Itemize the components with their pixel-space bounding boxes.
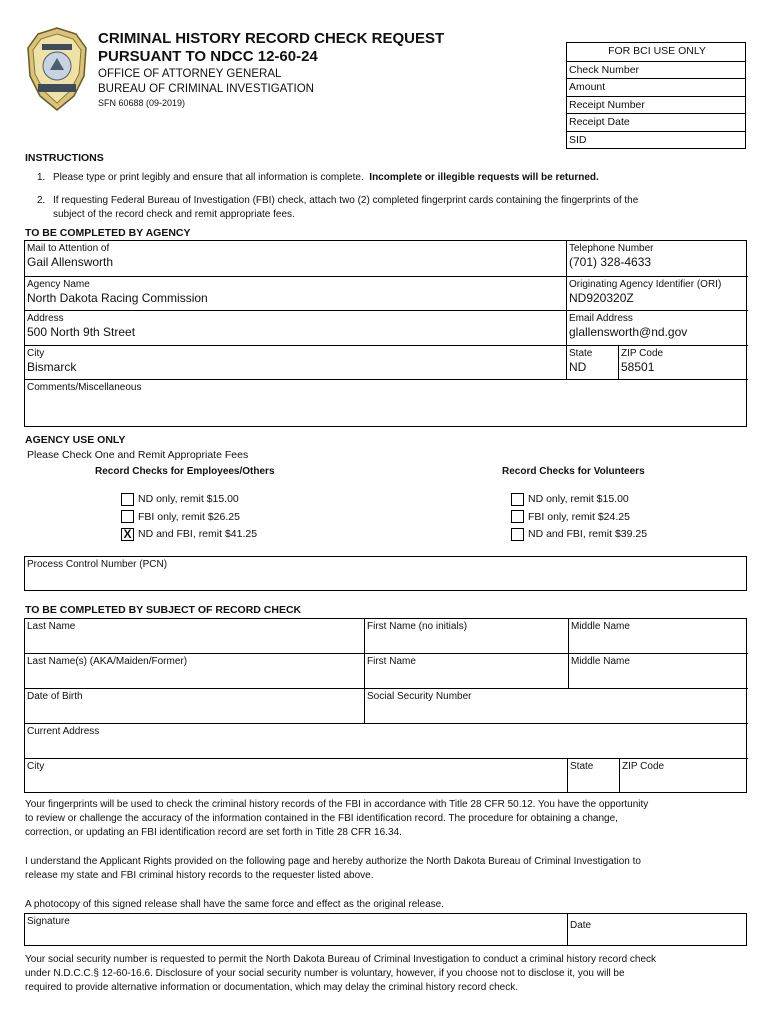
address-label: Address — [27, 313, 64, 324]
title-line-1: CRIMINAL HISTORY RECORD CHECK REQUEST — [98, 30, 445, 47]
employee-option-fbi[interactable] — [121, 509, 257, 527]
signature-table — [24, 913, 747, 946]
instruction-1-text: Please type or print legibly and ensure that all information is complete. — [53, 172, 364, 183]
volunteers-heading: Record Checks for Volunteers — [502, 466, 645, 477]
subject-zip-field[interactable] — [620, 759, 748, 792]
date-field[interactable] — [568, 914, 746, 945]
ssn-notice-line-1: Your social security number is requested to permit the North Dakota Bureau of Criminal Investigation to conduct a criminal history record check — [25, 954, 657, 965]
checkbox[interactable] — [511, 528, 524, 541]
agency-name-value: North Dakota Racing Commission — [27, 291, 208, 305]
ssn-label: Social Security Number — [367, 691, 472, 702]
employees-heading: Record Checks for Employees/Others — [95, 466, 275, 477]
instruction-1 — [53, 171, 599, 185]
instruction-1-number: 1. — [37, 172, 46, 183]
title-line-2: PURSUANT TO NDCC 12-60-24 — [98, 48, 318, 65]
address-field[interactable] — [25, 311, 567, 346]
volunteer-option-nd-fbi[interactable] — [511, 526, 647, 544]
option-label: FBI only, remit $24.25 — [528, 510, 630, 523]
instruction-2-number: 2. — [37, 195, 46, 206]
bci-amount[interactable]: Amount — [567, 78, 745, 96]
email-value: glallensworth@nd.gov — [569, 325, 688, 339]
comments-field[interactable] — [25, 380, 748, 426]
photocopy-statement: A photocopy of this signed release shall have the same force and effect as the original release. — [25, 899, 444, 910]
aka-middle-name-field[interactable] — [569, 654, 748, 689]
last-name-field[interactable] — [25, 619, 365, 654]
zip-value: 58501 — [621, 360, 655, 374]
instructions-heading: INSTRUCTIONS — [25, 152, 104, 164]
bci-receipt-number[interactable]: Receipt Number — [567, 96, 745, 114]
bureau-name: BUREAU OF CRIMINAL INVESTIGATION — [98, 83, 314, 95]
ssn-notice-line-2: under N.D.C.C.§ 12-60-16.6. Disclosure of your social security number is voluntary, however, if you choose not to disclose it, you will be — [25, 968, 625, 979]
fingerprint-notice — [25, 798, 648, 840]
comments-label: Comments/Miscellaneous — [27, 382, 142, 393]
bci-use-box — [566, 42, 746, 149]
ssn-notice-line-3: required to provide alternative information or documentation, which may delay the criminal history record check. — [25, 982, 519, 993]
volunteer-options — [511, 491, 647, 544]
aka-first-name-label: First Name — [367, 656, 416, 667]
dob-field[interactable] — [25, 689, 365, 724]
telephone-label: Telephone Number — [569, 243, 654, 254]
current-address-field[interactable] — [25, 724, 748, 759]
first-name-field[interactable] — [365, 619, 569, 654]
last-name-label: Last Name — [27, 621, 76, 632]
agency-name-field[interactable] — [25, 277, 567, 311]
telephone-field[interactable] — [567, 241, 748, 277]
option-label: ND and FBI, remit $41.25 — [138, 528, 258, 540]
volunteer-option-fbi[interactable] — [511, 509, 647, 527]
telephone-value: (701) 328-4633 — [569, 255, 652, 269]
signature-label: Signature — [27, 916, 70, 927]
checkbox-checked[interactable]: X — [121, 528, 134, 541]
aka-last-name-label: Last Name(s) (AKA/Maiden/Former) — [27, 656, 188, 667]
aka-first-name-field[interactable] — [365, 654, 569, 689]
form-title — [98, 30, 444, 66]
employee-option-nd-fbi[interactable] — [121, 526, 257, 544]
form-number: SFN 60688 (09-2019) — [98, 98, 186, 108]
city-value: Bismarck — [27, 360, 77, 374]
volunteer-option-nd[interactable] — [511, 491, 647, 509]
address-value: 500 North 9th Street — [27, 325, 136, 339]
authorization-line-2: release my state and FBI criminal history records to the requester listed above. — [25, 870, 374, 881]
zip-field[interactable] — [619, 346, 748, 380]
email-field[interactable] — [567, 311, 748, 346]
current-address-label: Current Address — [27, 726, 100, 737]
subject-city-label: City — [27, 761, 45, 772]
agency-section-heading: TO BE COMPLETED BY AGENCY — [25, 227, 191, 239]
mail-to-field[interactable] — [25, 241, 567, 277]
date-label: Date — [570, 920, 592, 931]
subject-state-field[interactable] — [568, 759, 620, 792]
checkbox[interactable] — [511, 493, 524, 506]
city-field[interactable] — [25, 346, 567, 380]
subject-city-field[interactable] — [25, 759, 568, 792]
ori-field[interactable] — [567, 277, 748, 311]
state-label: State — [569, 348, 593, 359]
first-name-label: First Name (no initials) — [367, 621, 468, 632]
agency-info-table — [24, 240, 747, 427]
authorization-line-1: I understand the Applicant Rights provided on the following page and hereby authorize the North Dakota Bureau of Criminal Investigation to — [25, 856, 641, 867]
zip-label: ZIP Code — [621, 348, 664, 359]
employee-option-nd[interactable] — [121, 491, 257, 509]
office-name: OFFICE OF ATTORNEY GENERAL — [98, 68, 282, 80]
fingerprint-notice-line-2: to review or challenge the accuracy of the information contained in the FBI identification record. The procedure for obtaining a change, — [25, 813, 618, 824]
option-label: ND and FBI, remit $39.25 — [528, 528, 648, 540]
ssn-field[interactable] — [365, 689, 748, 724]
option-label: ND only, remit $15.00 — [528, 493, 629, 505]
checkbox[interactable] — [511, 510, 524, 523]
instruction-1-warning: Incomplete or illegible requests will be returned. — [369, 172, 599, 183]
bci-sid[interactable]: SID — [567, 131, 745, 149]
aka-last-name-field[interactable] — [25, 654, 365, 689]
pcn-label: Process Control Number (PCN) — [27, 559, 168, 570]
instruction-2-line-2: subject of the record check and remit appropriate fees. — [53, 209, 295, 220]
aka-middle-name-label: Middle Name — [571, 656, 630, 667]
option-label: FBI only, remit $26.25 — [138, 510, 240, 523]
subject-section-heading: TO BE COMPLETED BY SUBJECT OF RECORD CHECK — [25, 604, 302, 616]
mail-to-label: Mail to Attention of — [27, 243, 110, 254]
subject-info-table — [24, 618, 747, 793]
state-value: ND — [569, 360, 587, 374]
ori-value: ND920320Z — [569, 291, 634, 305]
bci-receipt-date[interactable]: Receipt Date — [567, 113, 745, 131]
signature-field[interactable] — [25, 914, 568, 945]
fingerprint-notice-line-1: Your fingerprints will be used to check the criminal history records of the FBI in accordance with Title 28 CFR 50.12. You have the opportunity — [25, 799, 649, 810]
ssn-notice — [25, 953, 656, 995]
pcn-field[interactable] — [24, 556, 747, 591]
checkbox[interactable] — [121, 493, 134, 506]
city-label: City — [27, 348, 45, 359]
bci-badge-logo — [24, 26, 90, 112]
bci-box-title: FOR BCI USE ONLY — [608, 45, 706, 57]
agency-use-heading: AGENCY USE ONLY — [25, 434, 126, 446]
state-field[interactable] — [567, 346, 619, 380]
employee-options — [121, 491, 257, 544]
option-label: ND only, remit $15.00 — [138, 493, 239, 505]
instruction-2 — [53, 194, 638, 222]
ori-label: Originating Agency Identifier (ORI) — [569, 279, 722, 290]
authorization-statement — [25, 855, 641, 883]
email-label: Email Address — [569, 313, 633, 324]
dob-label: Date of Birth — [27, 691, 83, 702]
middle-name-field[interactable] — [569, 619, 748, 654]
middle-name-label: Middle Name — [571, 621, 630, 632]
checkbox[interactable] — [121, 510, 134, 523]
agency-use-instruction: Please Check One and Remit Appropriate Fees — [27, 449, 249, 461]
agency-name-label: Agency Name — [27, 279, 90, 290]
instruction-2-line-1: If requesting Federal Bureau of Investigation (FBI) check, attach two (2) completed fingerprint cards containing the fingerprints of the — [53, 195, 639, 206]
bci-check-number[interactable]: Check Number — [567, 61, 745, 79]
mail-to-value: Gail Allensworth — [27, 255, 114, 269]
subject-zip-label: ZIP Code — [622, 761, 665, 772]
subject-state-label: State — [570, 761, 594, 772]
fingerprint-notice-line-3: correction, or updating an FBI identification record are set forth in Title 28 CFR 16.34. — [25, 827, 402, 838]
